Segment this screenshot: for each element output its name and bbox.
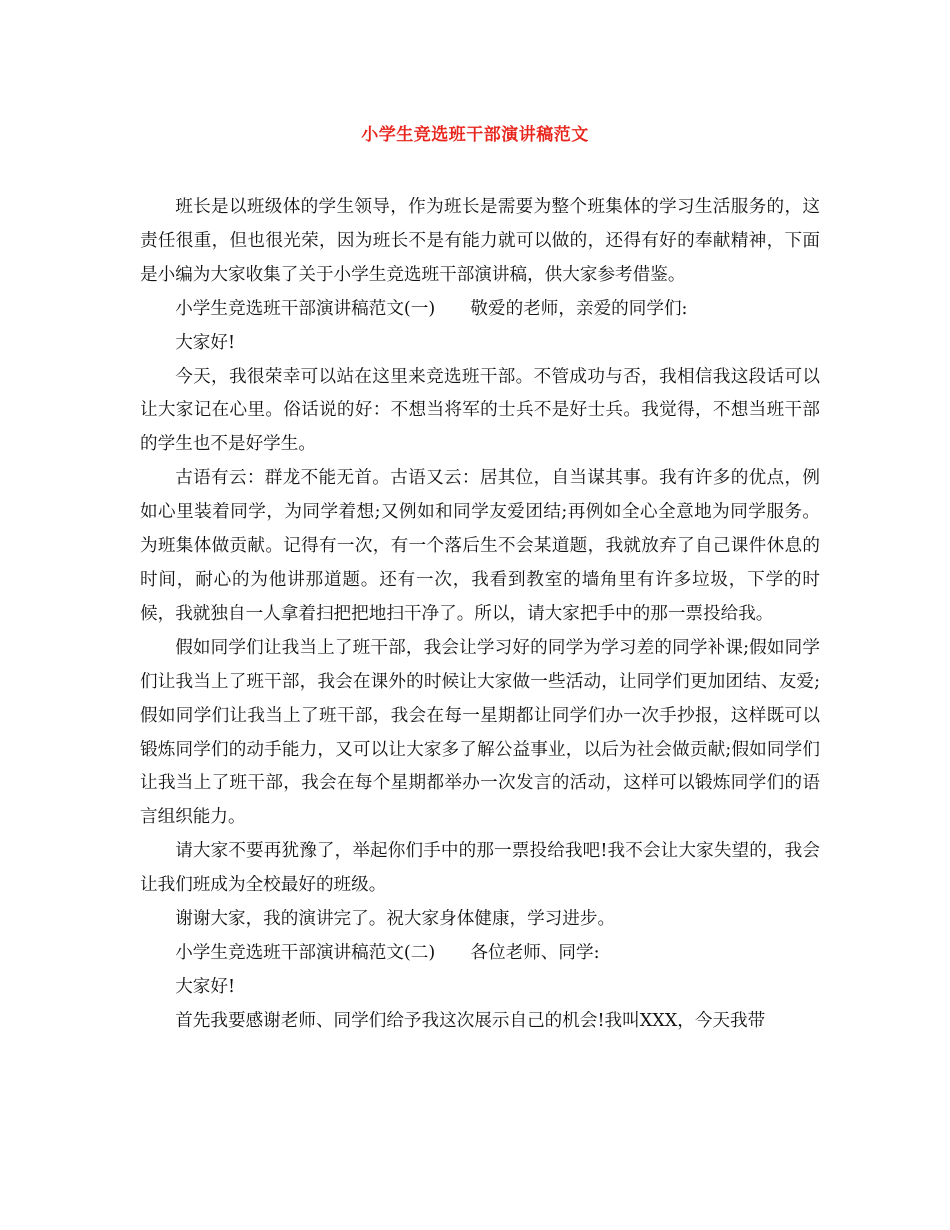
paragraph: 古语有云：群龙不能无首。古语又云：居其位，自当谋其事。我有许多的优点，例如心里装着同学，为同学着想;又例如和同学友爱团结;再例如全心全意地为同学服务。为班集体做贡献。记得有一次，有一个落后生不会某道题，我就放弃了自己课件休息的时间，耐心的为他讲那道题。还有一次，我看到教室的墙角里有许多垃圾，下学的时候，我就独自一人拿着扫把把地扫干净了。所以，请大家把手中的那一票投给我。 (140, 468, 820, 624)
paragraph: 请大家不要再犹豫了，举起你们手中的那一票投给我吧!我不会让大家失望的，我会让我们班成为全校最好的班级。 (140, 841, 820, 896)
paragraph-greeting: 大家好! (175, 332, 236, 353)
document-title: 小学生竞选班干部演讲稿范文 (361, 125, 589, 145)
document-body (140, 191, 820, 1039)
paragraph-heading-one: 小学生竞选班干部演讲稿范文(一) 敬爱的老师，亲爱的同学们: (175, 298, 688, 319)
paragraph-greeting: 大家好! (175, 976, 236, 997)
paragraph: 首先我要感谢老师、同学们给予我这次展示自己的机会!我叫XXX，今天我带 (175, 1010, 766, 1031)
paragraph-heading-two: 小学生竞选班干部演讲稿范文(二) 各位老师、同学: (175, 942, 600, 963)
paragraph: 假如同学们让我当上了班干部，我会让学习好的同学为学习差的同学补课;假如同学们让我当上了班干部，我会在课外的时候让大家做一些活动，让同学们更加团结、友爱;假如同学们让我当上了班干部，我会在每一星期都让同学们办一次手抄报，这样既可以锻炼同学们的动手能力，又可以让大家多了解公益事业，以后为社会做贡献;假如同学们让我当上了班干部，我会在每个星期都举办一次发言的活动，这样可以锻炼同学们的语言组织能力。 (140, 637, 820, 828)
paragraph-intro: 班长是以班级体的学生领导，作为班长是需要为整个班集体的学习生活服务的，这责任很重，但也很光荣，因为班长不是有能力就可以做的，还得有好的奉献精神，下面是小编为大家收集了关于小学生竞选班干部演讲稿，供大家参考借鉴。 (140, 197, 820, 285)
paragraph-closing: 谢谢大家，我的演讲完了。祝大家身体健康，学习进步。 (175, 909, 616, 930)
paragraph: 今天，我很荣幸可以站在这里来竞选班干部。不管成功与否，我相信我这段话可以让大家记在心里。俗话说的好：不想当将军的士兵不是好士兵。我觉得，不想当班干部的学生也不是好学生。 (140, 366, 820, 455)
